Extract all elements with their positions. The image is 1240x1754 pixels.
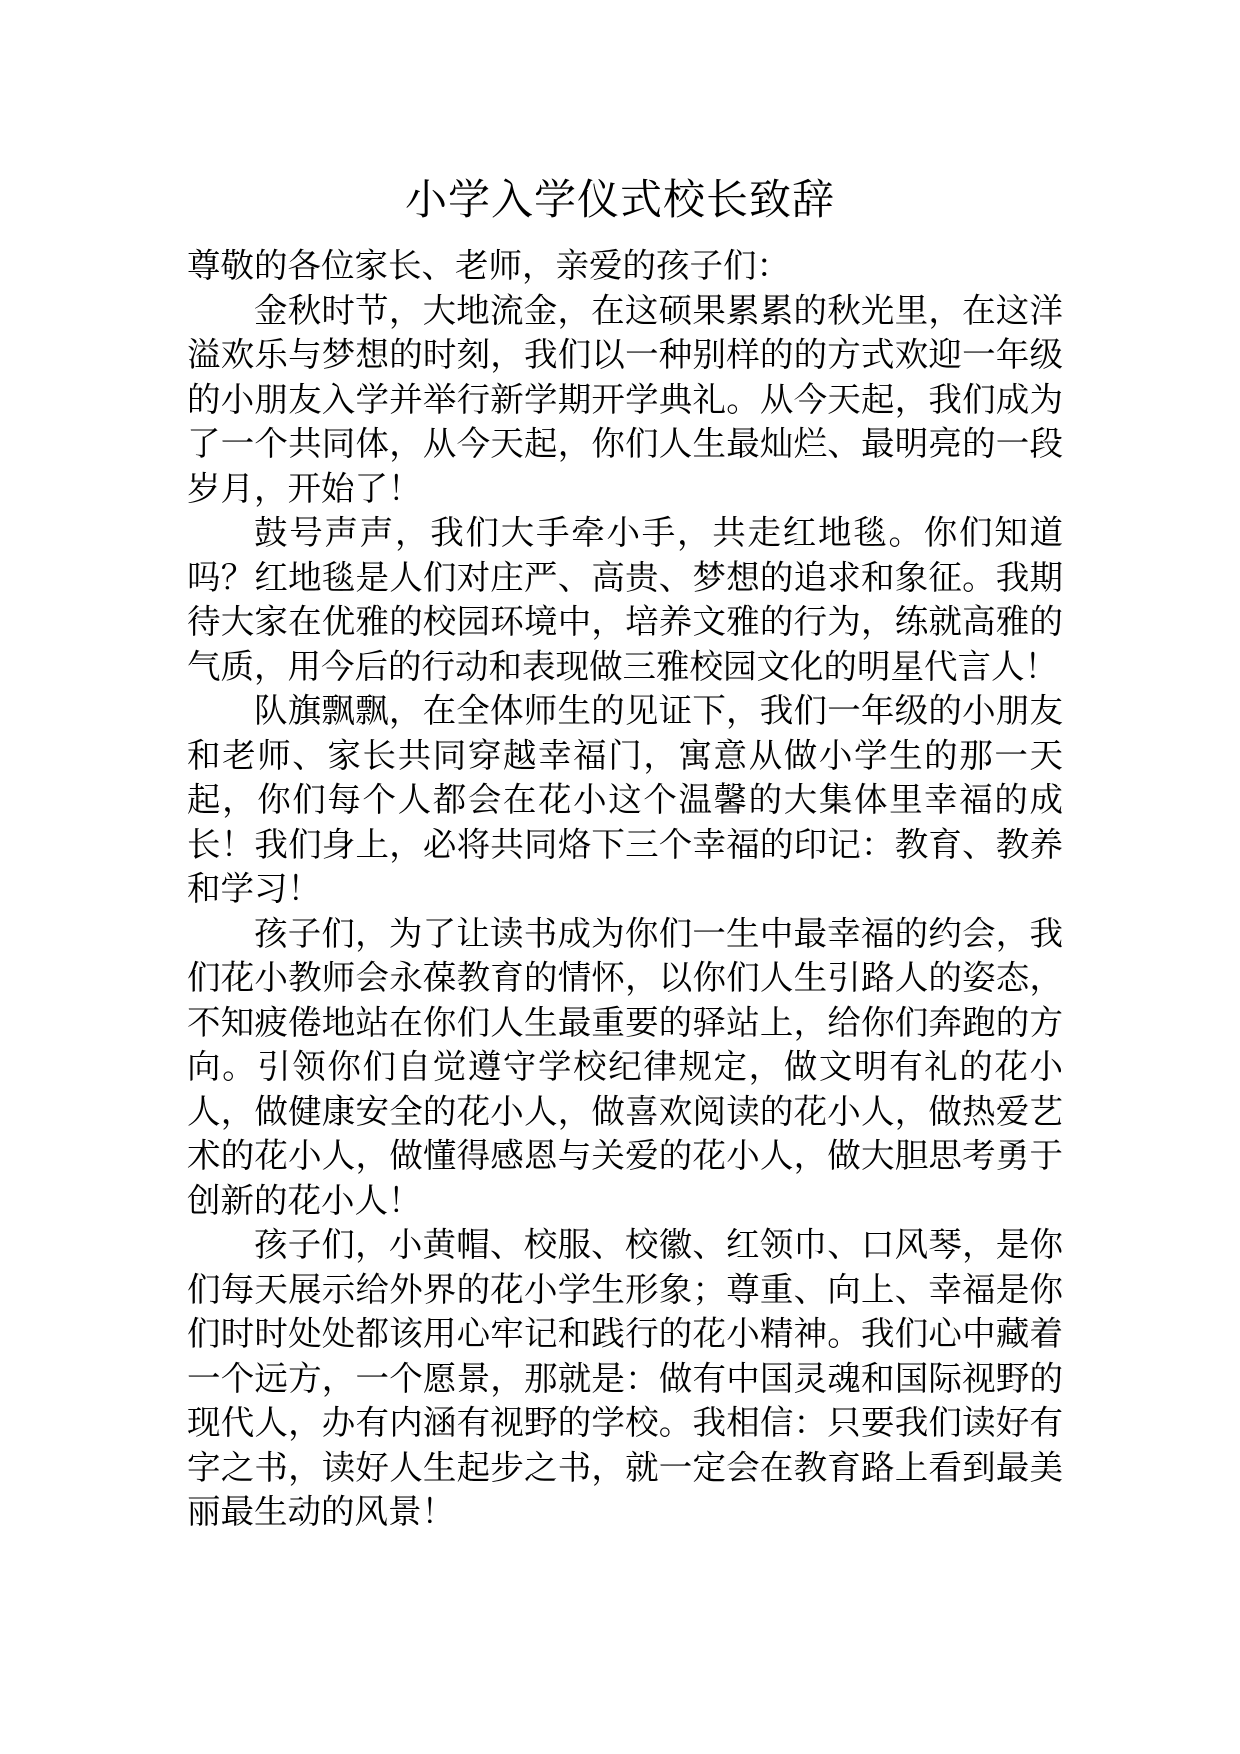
salutation: 尊敬的各位家长、老师，亲爱的孩子们： xyxy=(187,246,790,285)
document-body xyxy=(187,244,1063,1535)
paragraph-1: 金秋时节，大地流金，在这硕果累累的秋光里，在这洋溢欢乐与梦想的时刻，我们以一种别样的的方式欢迎一年级的小朋友入学并举行新学期开学典礼。从今天起，我们成为了一个共同体，从今天起，你们人生最灿烂、最明亮的一段岁月，开始了！ xyxy=(187,290,1063,508)
paragraph-5: 孩子们，小黄帽、校服、校徽、红领巾、口风琴，是你们每天展示给外界的花小学生形象；尊重、向上、幸福是你们时时处处都该用心牢记和践行的花小精神。我们心中藏着一个远方，一个愿景，那就是：做有中国灵魂和国际视野的现代人，办有内涵有视野的学校。我相信：只要我们读好有字之书，读好人生起步之书，就一定会在教育路上看到最美丽最生动的风景！ xyxy=(187,1225,1063,1531)
document-title: 小学入学仪式校长致辞 xyxy=(404,175,835,224)
paragraph-3: 队旗飘飘，在全体师生的见证下，我们一年级的小朋友和老师、家长共同穿越幸福门，寓意从做小学生的那一天起，你们每个人都会在花小这个温馨的大集体里幸福的成长！我们身上，必将共同烙下三个幸福的印记：教育、教养和学习！ xyxy=(187,691,1063,908)
paragraph-2: 鼓号声声，我们大手牵小手，共走红地毯。你们知道吗？红地毯是人们对庄严、高贵、梦想的追求和象征。我期待大家在优雅的校园环境中，培养文雅的行为，练就高雅的气质，用今后的行动和表现做三雅校园文化的明星代言人！ xyxy=(187,513,1063,686)
paragraph-4: 孩子们，为了让读书成为你们一生中最幸福的约会，我们花小教师会永葆教育的情怀，以你们人生引路人的姿态，不知疲倦地站在你们人生最重要的驿站上，给你们奔跑的方向。引领你们自觉遵守学校纪律规定，做文明有礼的花小人，做健康安全的花小人，做喜欢阅读的花小人，做热爱艺术的花小人，做懂得感恩与关爱的花小人，做大胆思考勇于创新的花小人！ xyxy=(187,913,1063,1220)
